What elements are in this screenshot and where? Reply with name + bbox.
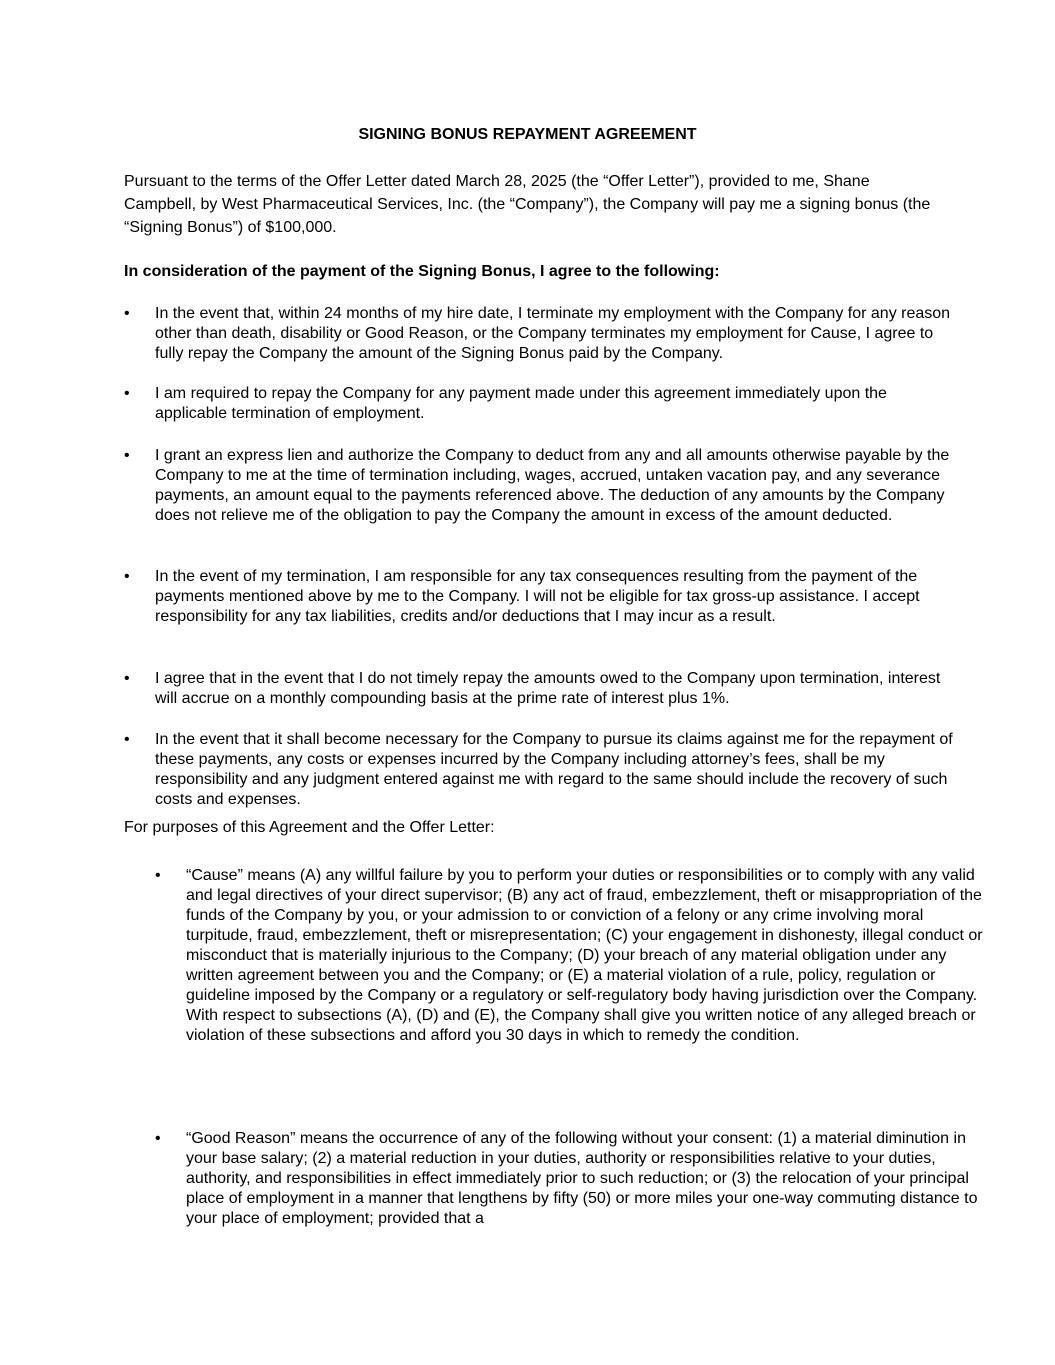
purposes-intro: For purposes of this Agreement and the Offer Letter: [124,819,495,836]
consideration-heading: In consideration of the payment of the Signing Bonus, I agree to the following: [124,263,720,280]
agreement-item-text: In the event that it shall become necessary for the Company to pursue its claims against me for the repayment of these payments, any costs or expenses incurred by the Company including attorney’s fees, shall be my responsibility and any judgment entered against me with regard to the same should include the recovery of such costs and expenses. [155,731,953,808]
agreement-item-text: I am required to repay the Company for any payment made under this agreement immediately upon the applicable termination of employment. [155,385,887,422]
agreement-item-text: In the event that, within 24 months of my hire date, I terminate my employment with the Company for any reason other than death, disability or Good Reason, or the Company terminates my employment for Cause, I agree to fully repay the Company the amount of the Signing Bonus paid by the Company. [155,305,951,362]
bullet-icon: • [155,1130,161,1147]
definition-text: “Cause” means (A) any willful failure by you to perform your duties or responsibilities or to comply with any valid and legal directives of your direct supervisor; (B) any act of fraud, embezzlement, theft or misappropriation of the funds of the Company by you, or your admission to or conviction of a felony or any crime involving moral turpitude, fraud, embezzlement, theft or misrepresentation; (C) your engagement in dishonesty, illegal conduct or misconduct that is materially injurious to the Company; (D) your breach of any material obligation under any written agreement between you and the Company; or (E) a material violation of a rule, policy, regulation or guideline imposed by the Company or a regulatory or self-regulatory body having jurisdiction over the Company. With respect to subsections (A), (D) and (E), the Company shall give you written notice of any alleged breach or violation of these subsections and afford you 30 days in which to remedy the condition. [186,867,983,1044]
agreement-item-text: I agree that in the event that I do not timely repay the amounts owed to the Company upon termination, interest will accrue on a monthly compounding basis at the prime rate of interest plus 1%. [155,670,941,707]
document-title: SIGNING BONUS REPAYMENT AGREEMENT [358,126,697,143]
bullet-icon: • [124,568,130,585]
bullet-icon: • [124,447,130,464]
bullet-icon: • [124,305,130,322]
intro-paragraph: Pursuant to the terms of the Offer Letter dated March 28, 2025 (the “Offer Letter”), provided to me, Shane Campbell, by West Pharmaceutical Services, Inc. (the “Company”), the Company will pay me a signing bonus (the “Signing Bonus”) of $100,000. [124,173,931,236]
bullet-icon: • [124,731,130,748]
bullet-icon: • [124,385,130,402]
agreement-item-text: In the event of my termination, I am responsible for any tax consequences resulting from the payment of the payments mentioned above by me to the Company. I will not be eligible for tax gross-up assistance. I accept responsibility for any tax liabilities, credits and/or deductions that I may incur as a result. [155,568,920,625]
bullet-icon: • [124,670,130,687]
bullet-icon: • [155,867,161,884]
definition-text: “Good Reason” means the occurrence of any of the following without your consent: (1) a material diminution in your base salary; (2) a material reduction in your duties, authority or responsibilities relative to your duties, authority, and responsibilities in effect immediately prior to such reduction; or (3) the relocation of your principal place of employment in a manner that lengthens by fifty (50) or more miles your one-way commuting distance to your place of employment; provided that a [186,1130,978,1227]
agreement-item-text: I grant an express lien and authorize the Company to deduct from any and all amounts otherwise payable by the Company to me at the time of termination including, wages, accrued, untaken vacation pay, and any severance payments, an amount equal to the payments referenced above. The deduction of any amounts by the Company does not relieve me of the obligation to pay the Company the amount in excess of the amount deducted. [155,447,950,524]
